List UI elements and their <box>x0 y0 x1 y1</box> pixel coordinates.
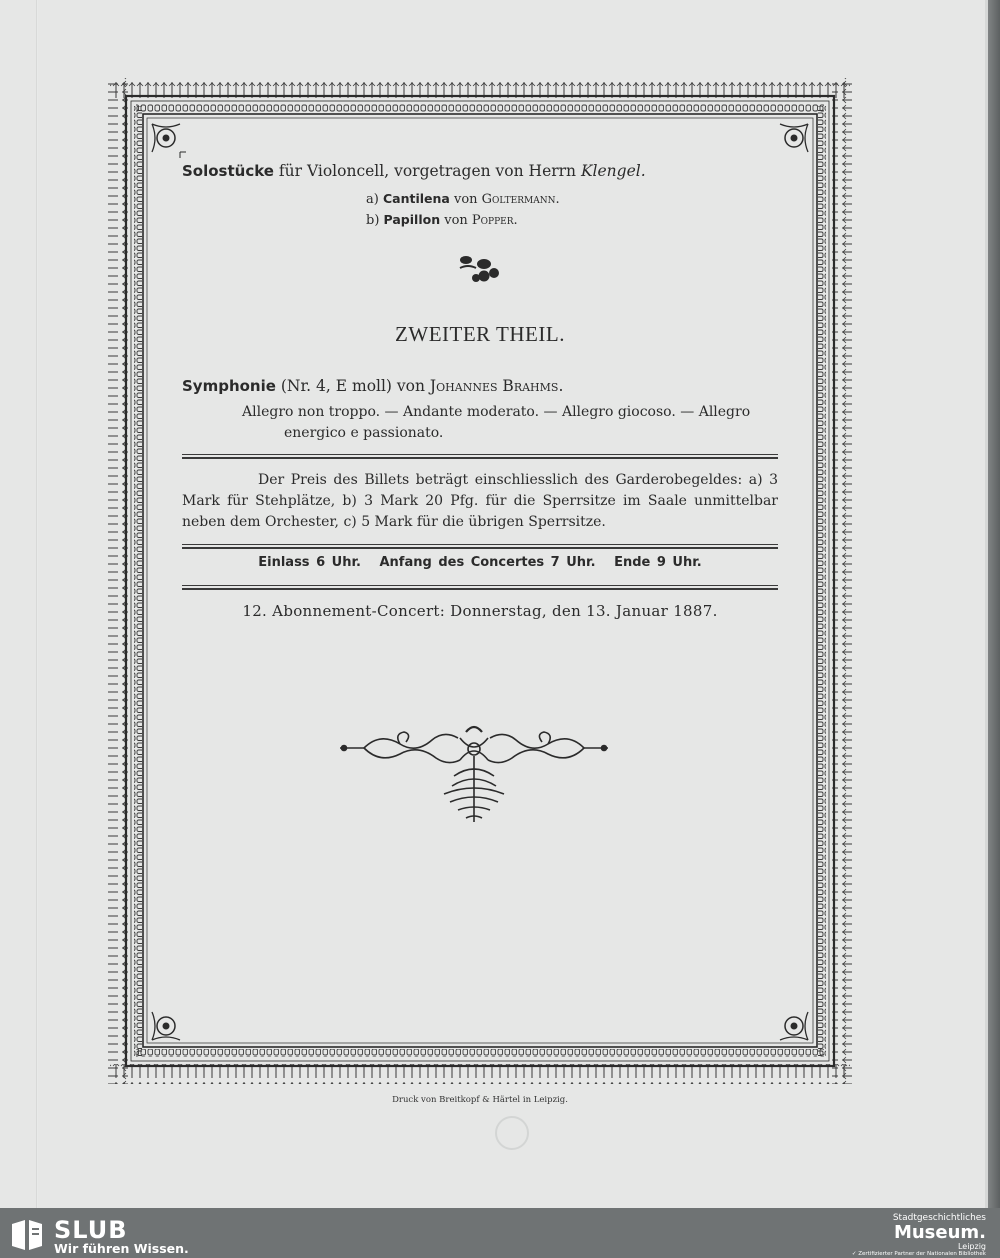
symphony-movements <box>242 402 782 444</box>
solo-item-a <box>366 191 560 207</box>
symphony-line <box>182 377 778 395</box>
solo-item-b <box>366 212 518 228</box>
part-heading: ZWEITER THEIL. <box>395 322 565 346</box>
museum-line-3: Leipzig <box>957 1242 986 1251</box>
corner-rosette-ornament <box>778 1010 810 1042</box>
symphony-text: (Nr. 4, E moll) von <box>275 377 430 395</box>
solo-item-composer: Goltermann. <box>481 192 560 207</box>
movements-line-1: Allegro non troppo. — Andante moderato. — Allegro giocoso. — Allegro <box>242 404 751 420</box>
footer-bar <box>0 1208 1000 1258</box>
solo-text: für Violoncell, vorgetragen von Herrn <box>273 162 581 180</box>
time-einlass: Einlass 6 Uhr. <box>258 555 361 570</box>
solo-item-marker: b) <box>366 213 380 228</box>
museum-logo[interactable] <box>852 1213 986 1257</box>
solo-line <box>182 162 778 180</box>
symphony-composer: Johannes Brahms. <box>429 377 564 395</box>
museum-line-4: ✓ Zertifizierter Partner der Nationalen Bibliothek <box>851 1251 986 1257</box>
museum-line-2: Museum. <box>893 1222 986 1243</box>
solo-lead: Solostücke <box>182 162 274 180</box>
library-slogan: Wir führen Wissen. <box>54 1241 189 1256</box>
divider-rule <box>182 544 778 549</box>
time-ende: Ende 9 Uhr. <box>614 555 702 570</box>
times-line <box>182 555 778 570</box>
solo-item-von: von <box>449 192 482 207</box>
solo-item-marker: a) <box>366 192 379 207</box>
movements-line-2: energico e passionato. <box>284 425 444 441</box>
corner-rosette-ornament <box>150 122 186 158</box>
divider-rule <box>182 585 778 590</box>
solo-item-composer: Popper. <box>471 213 518 228</box>
divider-rule <box>182 454 778 459</box>
next-concert: 12. Abonnement-Concert: Donnerstag, den 13. Januar 1887. <box>242 602 718 620</box>
museum-line-1: Stadtgeschichtliches <box>892 1213 986 1223</box>
solo-item-title: Cantilena <box>382 191 450 206</box>
scroll-flourish-ornament <box>340 727 608 822</box>
library-name[interactable]: SLUB <box>54 1216 128 1244</box>
page-edge <box>985 0 1000 1208</box>
slub-logo-icon[interactable] <box>10 1218 44 1252</box>
acorn-ornament-icon <box>460 256 499 282</box>
time-anfang: Anfang des Concertes 7 Uhr. <box>379 555 596 570</box>
solo-performer: Klengel. <box>580 162 646 180</box>
embossed-stamp <box>496 1117 528 1149</box>
solo-item-title: Papillon <box>383 212 441 227</box>
printer-imprint: Druck von Breitkopf & Härtel in Leipzig. <box>392 1095 568 1105</box>
solo-item-von: von <box>440 213 472 228</box>
symphony-lead: Symphonie <box>182 377 276 395</box>
corner-rosette-ornament <box>150 1010 182 1042</box>
corner-rosette-ornament <box>778 122 810 154</box>
price-paragraph: Der Preis des Billets beträgt einschliesslich des Garderobegeldes: a) 3 Mark für Stehplätze, b) 3 Mark 20 Pfg. für die Sperrsitze im Saale unmittelbar neben dem Orchester, c) 5 Mark für die übrigen Sperrsitze. <box>182 472 778 530</box>
